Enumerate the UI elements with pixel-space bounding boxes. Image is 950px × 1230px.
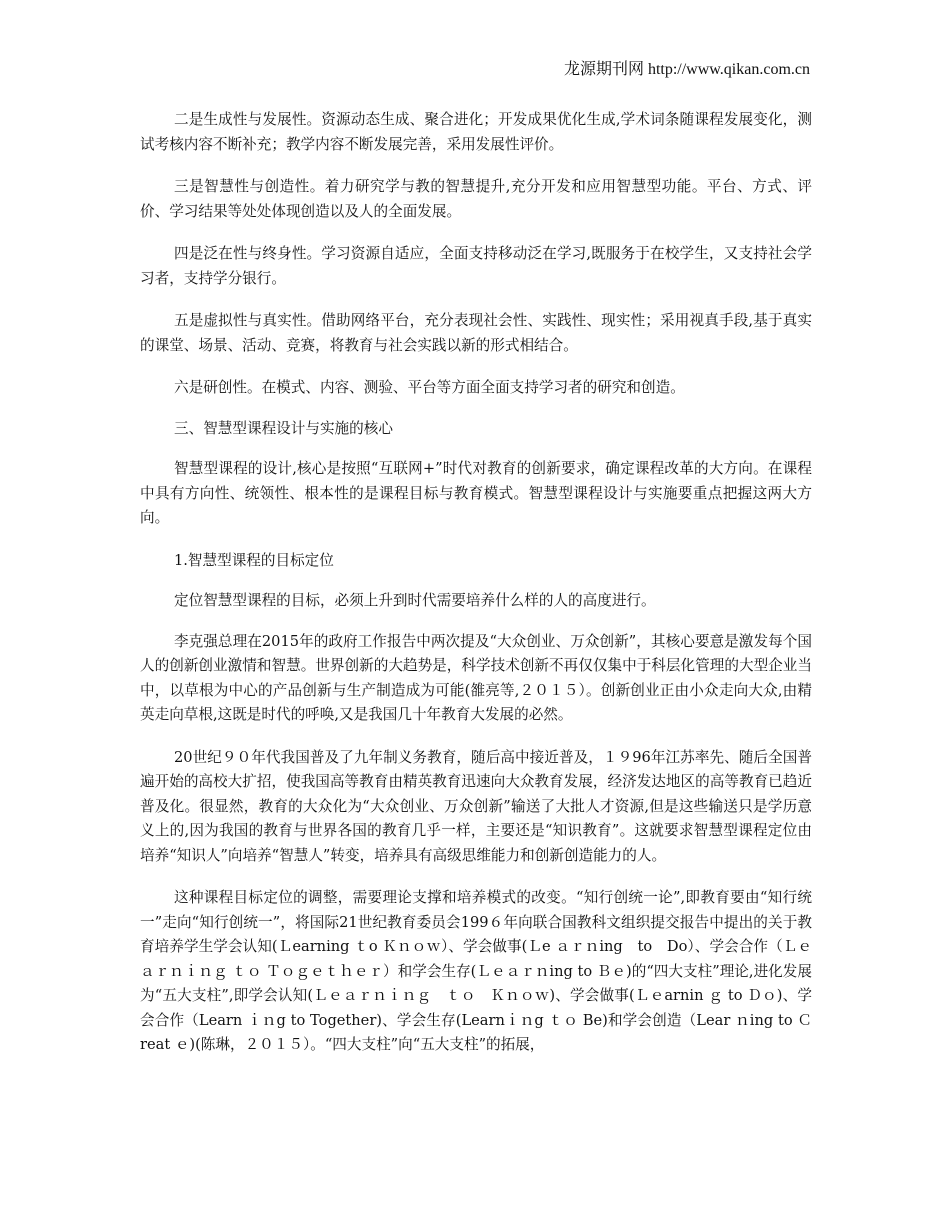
paragraph-virtuality: 五是虚拟性与真实性。借助网络平台，充分表现社会性、实践性、现实性；采用视真手段,基于真实的课堂、场景、活动、竞赛，将教育与社会实践以新的形式相结合。: [140, 312, 812, 354]
paragraph-theory: 这种课程目标定位的调整，需要理论支撑和培养模式的改变。“知行创统一论”,即教育要由“知行统一”走向“知行创统一”，将国际21世纪教育委员会199６年向联合国教科文组织提交报告中提出的关于教育培养学生学会认知(Ｌearning ｔo Ｋｎｏｗ）、学会做事(Ｌe ａｒｎing to Do）、学会合作（Ｌｅａｒｎｉｎｇ ｔｏ Ｔｏｇｅｔｈｅｒ）和学会生存(Ｌｅａｒｎing to Ｂｅ)的“四大支柱”理论,进化发展为“五大支柱”,即学会认知(Ｌｅａｒｎｉｎｇ ｔｏ Ｋｎｏｗ)、学会做事(Ｌｅarnin ｇ to Ｄｏ)、学会合作（Learn ｉｎg to Together)、学会生存(Learnｉｎg ｔｏ Be)和学会创造（Lear ｎing to Ｃreat ｅ)(陈琳，２０１５）。“四大支柱”向“五大支柱”的拓展，: [140, 889, 812, 1053]
paragraph-research: 六是研创性。在模式、内容、测验、平台等方面全面支持学习者的研究和创造。: [174, 379, 685, 396]
paragraph-ubiquity: 四是泛在性与终身性。学习资源自适应，全面支持移动泛在学习,既服务于在校学生，又支持社会学习者，支持学分银行。: [140, 245, 812, 287]
paragraph-positioning: 定位智慧型课程的目标，必须上升到时代需要培养什么样的人的高度进行。: [174, 592, 656, 609]
source-header: 龙源期刊网 http://www.qikan.com.cn: [563, 61, 810, 78]
article-body: [140, 108, 812, 1076]
paragraph-education-history: 20世纪９０年代我国普及了九年制义务教育，随后高中接近普及，１９96年江苏率先、随后全国普遍开始的高校大扩招，使我国高等教育由精英教育迅速向大众教育发展，经济发达地区的高等教育已趋近普及化。很显然，教育的大众化为“大众创业、万众创新”输送了大批人才资源,但是这些输送只是学历意义上的,因为我国的教育与世界各国的教育几乎一样，主要还是“知识教育”。这就要求智慧型课程定位由培养“知识人”向培养“智慧人”转变，培养具有高级思维能力和创新创造能力的人。: [140, 748, 812, 864]
section-heading: 三、智慧型课程设计与实施的核心: [174, 419, 393, 437]
paragraph-generative: 二是生成性与发展性。资源动态生成、聚合进化；开发成果优化生成,学术词条随课程发展变化，测试考核内容不断补充；教学内容不断发展完善，采用发展性评价。: [140, 111, 812, 153]
paragraph-wisdom: 三是智慧性与创造性。着力研究学与教的智慧提升,充分开发和应用智慧型功能。平台、方式、评价、学习结果等处处体现创造以及人的全面发展。: [140, 178, 812, 220]
subsection-heading: 1.智慧型课程的目标定位: [174, 551, 334, 569]
paragraph-core: 智慧型课程的设计,核心是按照“互联网+”时代对教育的创新要求，确定课程改革的大方向。在课程中具有方向性、统领性、根本性的是课程目标与教育模式。智慧型课程设计与实施要重点把握这两大方向。: [140, 460, 812, 526]
paragraph-innovation: 李克强总理在2015年的政府工作报告中两次提及“大众创业、万众创新”，其核心要意是激发每个国人的创新创业激情和智慧。世界创新的大趋势是，科学技术创新不再仅仅集中于科层化管理的大型企业当中，以草根为中心的产品创新与生产制造成为可能(雒亮等,２０１５）。创新创业正由小众走向大众,由精英走向草根,这既是时代的呼唤,又是我国几十年教育大发展的必然。: [140, 632, 812, 723]
